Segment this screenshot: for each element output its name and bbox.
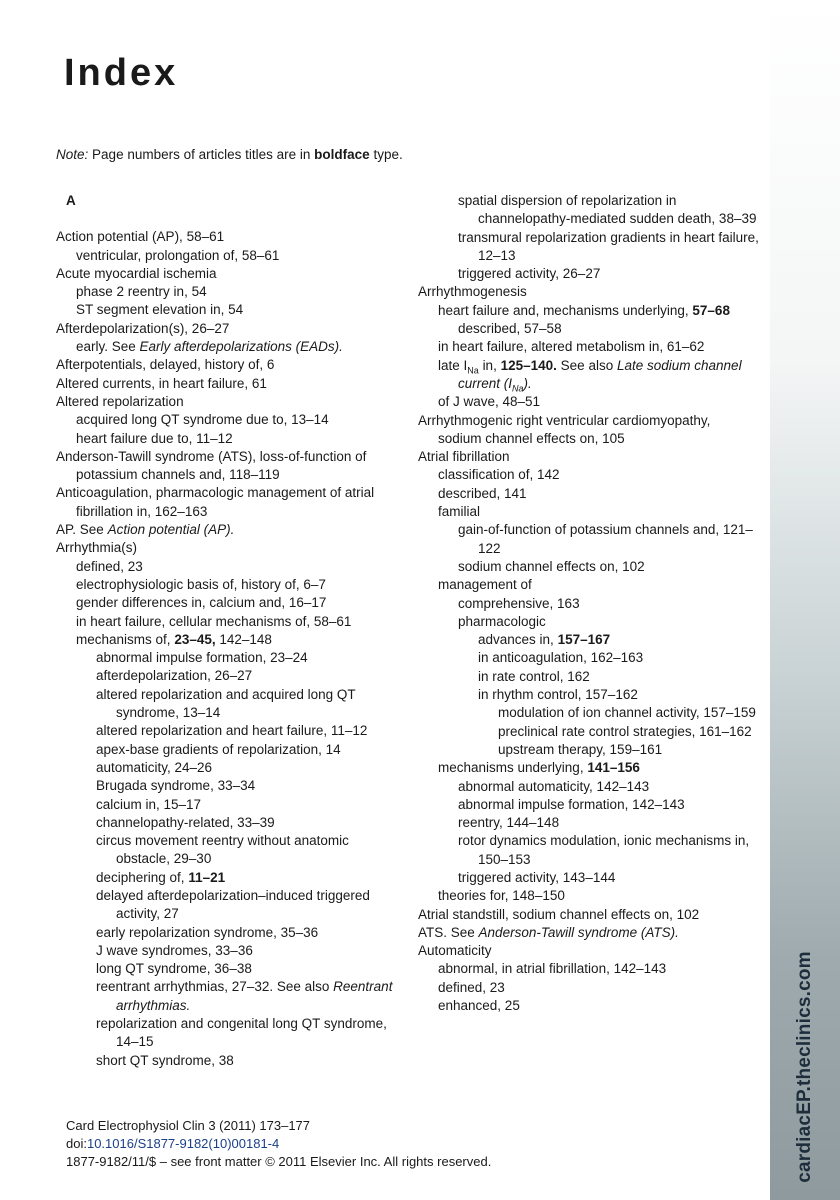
article-pages: 11–21 (188, 869, 226, 885)
index-entry: repolarization and congenital long QT syndrome, 14–15 (96, 1016, 387, 1050)
cross-reference: Action potential (AP). (107, 522, 235, 538)
index-entry: Action potential (AP), 58–61 (56, 229, 225, 245)
entry-text: heart failure and, mechanisms underlying, (438, 302, 689, 318)
index-entry: abnormal impulse formation, 142–143 (458, 796, 685, 812)
doi-line (66, 1135, 491, 1153)
index-entry: in rhythm control, 157–162 (478, 687, 638, 703)
index-entry: ventricular, prolongation of, 58–61 (76, 247, 280, 263)
index-entry: modulation of ion channel activity, 157–159 (498, 705, 756, 721)
index-entry: management of (438, 577, 532, 593)
subscript: Na (467, 365, 479, 376)
entry-text: late I (438, 357, 468, 373)
article-pages: 125–140. (500, 357, 557, 373)
note-text-1: Page numbers of articles titles are in (92, 147, 311, 162)
index-entry: enhanced, 25 (438, 998, 520, 1014)
index-entry (56, 521, 406, 539)
index-entry: altered repolarization and heart failure, 11–12 (96, 723, 368, 739)
index-entry (96, 869, 406, 887)
index-entry: of J wave, 48–51 (438, 394, 541, 410)
entry-text: AP. See (56, 522, 104, 538)
index-entry: sodium channel effects on, 102 (458, 558, 645, 574)
index-entry: gain-of-function of potassium channels and, 121–122 (458, 522, 753, 556)
index-entry: afterdepolarization, 26–27 (96, 668, 253, 684)
index-entry (478, 631, 763, 649)
index-entry (96, 978, 406, 1015)
doi-link[interactable]: 10.1016/S1877-9182(10)00181-4 (86, 1136, 280, 1151)
index-entry: long QT syndrome, 36–38 (96, 961, 252, 977)
index-entry (418, 924, 763, 942)
index-entry: ST segment elevation in, 54 (76, 302, 244, 318)
index-entry (76, 631, 406, 649)
index-entry: triggered activity, 143–144 (458, 869, 616, 885)
index-entry: delayed afterdepolarization–induced triggered activity, 27 (96, 887, 370, 922)
index-entry: altered repolarization and acquired long QT syndrome, 13–14 (96, 686, 356, 721)
article-pages: 157–167 (557, 632, 611, 648)
entry-text: advances in, (478, 632, 554, 648)
cross-reference: Reentrant arrhythmias. (116, 979, 393, 1013)
index-entry: Altered currents, in heart failure, 61 (56, 375, 267, 391)
note-text-2: type. (373, 147, 403, 162)
doi-label: doi: (66, 1136, 87, 1151)
index-entry: sodium channel effects on, 105 (438, 430, 625, 446)
side-banner (770, 0, 840, 1200)
index-column-right (418, 192, 763, 1015)
index-entry: Brugada syndrome, 33–34 (96, 778, 256, 794)
index-entry: electrophysiologic basis of, history of, 6–7 (76, 576, 326, 592)
index-entry: Arrhythmogenic right ventricular cardiomyopathy, (418, 412, 711, 428)
index-entry: abnormal automaticity, 142–143 (458, 778, 650, 794)
article-pages: 57–68 (692, 302, 730, 318)
entry-text: See also (560, 357, 614, 373)
journal-citation: Card Electrophysiol Clin 3 (2011) 173–177 (66, 1118, 311, 1133)
note-label: Note: (56, 147, 89, 162)
index-entry: Anticoagulation, pharmacologic management of atrial fibrillation in, 162–163 (56, 485, 375, 519)
entry-text: in, (482, 357, 497, 373)
cross-reference-text: Late sodium channel current (I (458, 357, 742, 391)
index-entry: Atrial fibrillation (418, 449, 510, 465)
index-entry: apex-base gradients of repolarization, 14 (96, 741, 341, 757)
note-bold: boldface (314, 147, 370, 162)
index-entry (76, 338, 406, 356)
page-title: Index (64, 52, 179, 94)
index-entry: J wave syndromes, 33–36 (96, 942, 253, 958)
cross-reference-end: ). (523, 375, 532, 391)
index-entry: spatial dispersion of repolarization in channelopathy-mediated sudden death, 38–39 (458, 193, 757, 227)
entry-pages: 142–148 (219, 631, 272, 647)
page-footer (66, 1117, 491, 1171)
article-pages: 141–156 (587, 760, 640, 776)
index-entry: abnormal, in atrial fibrillation, 142–143 (438, 961, 667, 977)
index-entry: theories for, 148–150 (438, 888, 565, 904)
index-entry: Anderson-Tawill syndrome (ATS), loss-of-function of potassium channels and, 118–119 (56, 448, 367, 483)
index-entry: comprehensive, 163 (458, 595, 580, 611)
index-entry: described, 57–58 (458, 321, 562, 337)
index-entry: triggered activity, 26–27 (458, 266, 601, 282)
index-entry: described, 141 (438, 485, 527, 501)
cross-reference: Early afterdepolarizations (EADs). (139, 339, 343, 355)
journal-url: cardiacEP.theclinics.com (794, 951, 815, 1183)
index-entry: upstream therapy, 159–161 (498, 741, 663, 757)
index-entry: calcium in, 15–17 (96, 796, 202, 812)
index-entry: in rate control, 162 (478, 668, 590, 684)
index-entry: Acute myocardial ischemia (56, 265, 217, 281)
index-entry: transmural repolarization gradients in heart failure, 12–13 (458, 229, 759, 263)
index-entry: heart failure due to, 11–12 (76, 430, 233, 446)
index-column-left (56, 192, 406, 1070)
entry-text: mechanisms of, (76, 631, 171, 647)
index-entry: Atrial standstill, sodium channel effects on, 102 (418, 906, 700, 922)
index-entry: Altered repolarization (56, 393, 184, 409)
article-pages: 23–45, (174, 631, 216, 647)
index-entry: automaticity, 24–26 (96, 759, 213, 775)
index-entry: preclinical rate control strategies, 161–162 (498, 723, 752, 739)
index-entry: in heart failure, altered metabolism in, 61–62 (438, 339, 705, 355)
index-entry: Automaticity (418, 943, 492, 959)
entry-text: ATS. See (418, 924, 475, 940)
index-entry (438, 759, 763, 777)
index-entry: Afterpotentials, delayed, history of, 6 (56, 357, 275, 373)
index-entry: pharmacologic (458, 613, 546, 629)
copyright-line: 1877-9182/11/$ – see front matter © 2011 Elsevier Inc. All rights reserved. (66, 1154, 492, 1169)
index-entry: classification of, 142 (438, 467, 560, 483)
index-entry: rotor dynamics modulation, ionic mechanisms in, 150–153 (458, 833, 750, 867)
index-entry: channelopathy-related, 33–39 (96, 814, 275, 830)
index-entry: defined, 23 (76, 558, 143, 574)
index-entry: acquired long QT syndrome due to, 13–14 (76, 412, 329, 428)
index-entry (438, 302, 763, 320)
cross-reference: Anderson-Tawill syndrome (ATS). (478, 924, 679, 940)
subscript: Na (512, 383, 524, 394)
index-entry: defined, 23 (438, 979, 505, 995)
entry-text: deciphering of, (96, 869, 185, 885)
index-entry: phase 2 reentry in, 54 (76, 284, 207, 300)
index-entry: early repolarization syndrome, 35–36 (96, 924, 319, 940)
entry-text: mechanisms underlying, (438, 760, 584, 776)
index-entry: abnormal impulse formation, 23–24 (96, 650, 308, 666)
index-entry (438, 357, 763, 394)
index-entry: gender differences in, calcium and, 16–17 (76, 595, 327, 611)
index-entry: familial (438, 504, 481, 520)
index-note (56, 147, 403, 162)
entry-text: reentrant arrhythmias, 27–32. See also (96, 979, 330, 995)
section-letter: A (66, 193, 76, 208)
index-entry: Afterdepolarization(s), 26–27 (56, 320, 230, 336)
entry-text: early. See (76, 339, 136, 355)
index-entry: Arrhythmia(s) (56, 540, 138, 556)
index-entry: Arrhythmogenesis (418, 284, 527, 300)
index-entry: in heart failure, cellular mechanisms of, 58–61 (76, 613, 352, 629)
index-entry: reentry, 144–148 (458, 815, 560, 831)
index-entry: in anticoagulation, 162–163 (478, 650, 644, 666)
index-entry: circus movement reentry without anatomic obstacle, 29–30 (96, 833, 349, 867)
index-entry: short QT syndrome, 38 (96, 1052, 234, 1068)
